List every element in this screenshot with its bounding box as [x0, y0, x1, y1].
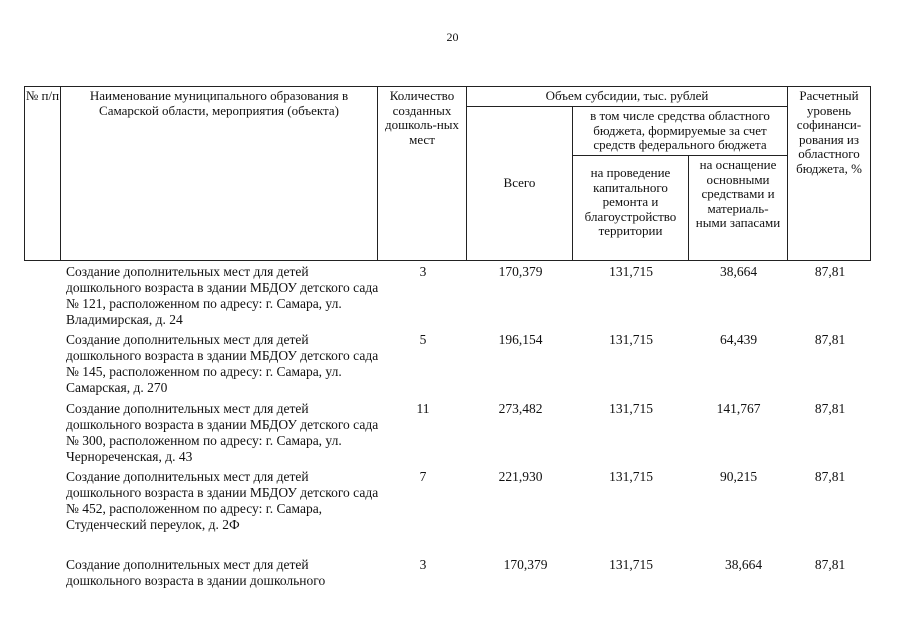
row-name: Создание дополнительных мест для детей дошкольного возраста в здании МБДОУ детского сада № 121, расположенном по адресу: г. Самара, ул. Владимирская, д. 24 — [66, 264, 379, 327]
row-equipment: 64,439 — [719, 332, 758, 347]
header-no-text: № п/п — [25, 88, 60, 103]
row-places: 11 — [416, 401, 430, 416]
row-equipment: 38,664 — [719, 264, 758, 279]
row-level: 87,81 — [814, 557, 846, 572]
header-equipment — [688, 155, 788, 261]
header-name-text: Наименование муниципального образования в Самарской области, мероприятия (объекта) — [89, 88, 349, 118]
row-total: 196,154 — [498, 332, 543, 347]
header-equipment-text: на оснащение основными средствами и материаль-ными запасами — [695, 157, 781, 230]
row-places: 5 — [419, 332, 427, 347]
header-total-text: Всего — [503, 175, 536, 191]
row-equipment: 141,767 — [716, 401, 761, 416]
row-repair: 131,715 — [609, 557, 653, 572]
row-level: 87,81 — [814, 401, 846, 416]
row-name: Создание дополнительных мест для детей дошкольного возраста в здании МБДОУ детского сада № 145, расположенном по адресу: г. Самара, ул. Самарская, д. 270 — [66, 332, 379, 395]
row-name: Создание дополнительных мест для детей дошкольного возраста в здании МБДОУ детского сада № 452, расположенном по адресу: г. Самара, Студенческий переулок, д. 2Ф — [66, 469, 379, 532]
header-subsidy — [466, 86, 788, 107]
row-repair: 131,715 — [609, 401, 653, 416]
row-equipment: 38,664 — [724, 557, 763, 572]
header-federal-text: в том числе средства областного бюджета, формируемые за счет средств федерального бюджета — [590, 108, 770, 152]
row-repair: 131,715 — [609, 332, 653, 347]
row-total: 170,379 — [503, 557, 548, 572]
header-subsidy-text: Объем субсидии, тыс. рублей — [545, 88, 709, 103]
header-repair — [572, 155, 689, 261]
row-total: 221,930 — [498, 469, 543, 484]
row-repair: 131,715 — [609, 469, 653, 484]
header-total — [466, 106, 573, 261]
header-places-text: Количество созданных дошколь-ных мест — [384, 88, 460, 147]
header-cofinancing — [787, 86, 871, 261]
row-level: 87,81 — [814, 469, 846, 484]
row-places: 7 — [419, 469, 427, 484]
row-repair: 131,715 — [609, 264, 653, 279]
row-places: 3 — [419, 264, 427, 279]
row-level: 87,81 — [814, 264, 846, 279]
row-total: 170,379 — [498, 264, 543, 279]
row-name: Создание дополнительных мест для детей дошкольного возраста в здании МБДОУ детского сада № 300, расположенном по адресу: г. Самара, ул. Чернореченская, д. 43 — [66, 401, 379, 464]
header-federal — [572, 106, 788, 156]
header-name — [60, 86, 378, 261]
header-no — [24, 86, 61, 261]
row-level: 87,81 — [814, 332, 846, 347]
row-total: 273,482 — [498, 401, 543, 416]
row-equipment: 90,215 — [719, 469, 758, 484]
header-cofinancing-text: Расчетный уровень софинанси-рования из областного бюджета, % — [796, 88, 862, 176]
row-name: Создание дополнительных мест для детей дошкольного возраста в здании дошкольного — [66, 557, 326, 588]
header-places — [377, 86, 467, 261]
row-places: 3 — [419, 557, 427, 572]
header-repair-text: на проведение капитального ремонта и благоустройство территории — [584, 165, 677, 238]
page-number: 20 — [446, 30, 459, 44]
